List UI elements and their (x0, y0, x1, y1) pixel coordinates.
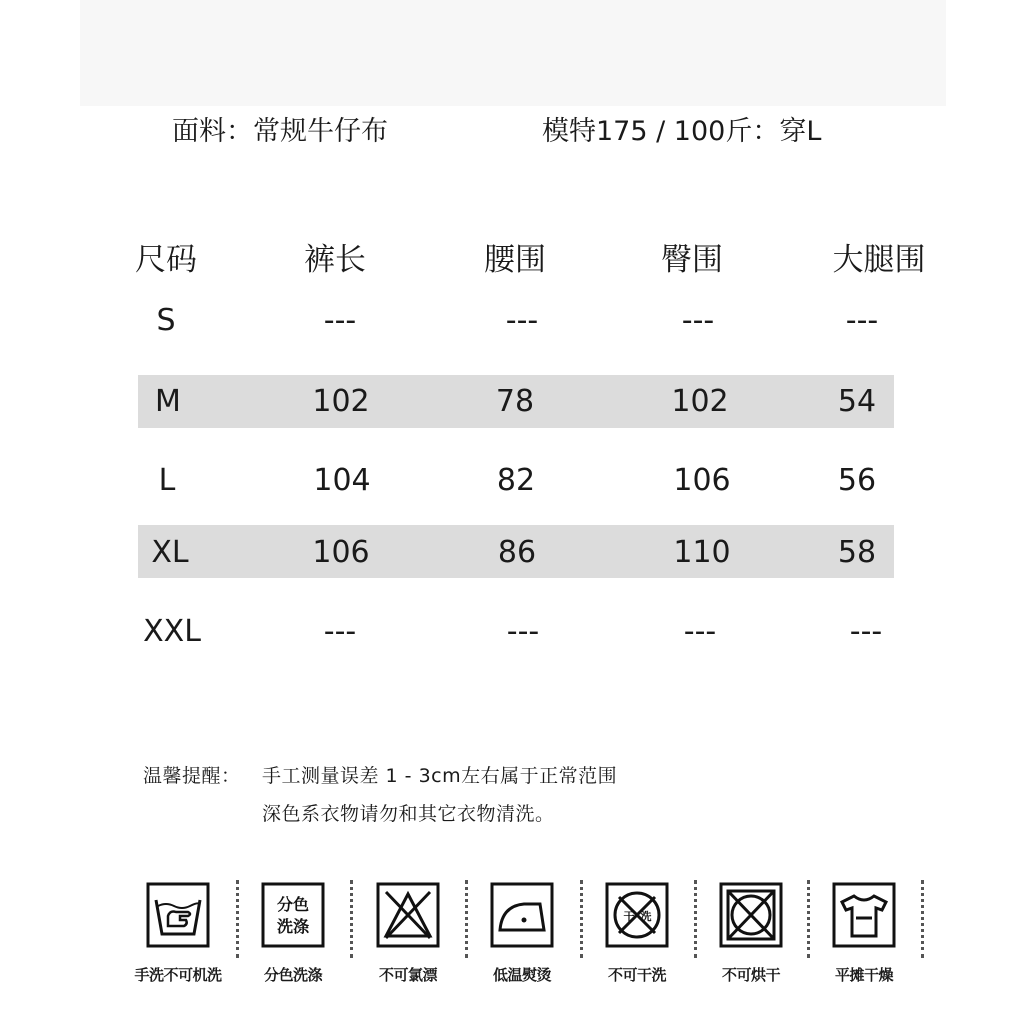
divider (694, 880, 697, 958)
header-hip: 臀围 (661, 242, 723, 278)
care-label: 平摊干燥 (834, 966, 893, 984)
table-cell: 106 (312, 535, 370, 570)
notes-line-2: 深色系衣物请勿和其它衣物清洗。 (262, 803, 555, 825)
hand-wash-icon (146, 882, 210, 948)
divider (236, 880, 239, 958)
table-cell: 86 (497, 535, 537, 570)
care-low-iron (477, 882, 567, 985)
divider (580, 880, 583, 958)
table-cell: --- (683, 614, 717, 649)
low-iron-icon (490, 882, 554, 948)
care-hand-wash (133, 882, 223, 985)
care-label: 低温熨烫 (492, 966, 551, 984)
table-cell: --- (505, 303, 539, 338)
table-cell: --- (849, 614, 883, 649)
top-image-band (80, 0, 946, 106)
care-label: 不可氯漂 (378, 966, 437, 984)
care-label: 不可干洗 (607, 966, 666, 984)
table-cell: --- (323, 614, 357, 649)
table-cell-size: M (155, 384, 181, 419)
care-separate-wash (248, 882, 338, 985)
header-length: 裤长 (304, 242, 366, 278)
icon-text: 洗涤 (276, 917, 310, 936)
table-cell: 104 (313, 463, 371, 498)
table-cell: --- (506, 614, 540, 649)
icon-text: 分色 (276, 895, 310, 914)
header-waist: 腰围 (484, 242, 546, 278)
table-cell: 106 (673, 463, 731, 498)
table-cell: 102 (671, 384, 729, 419)
divider (465, 880, 468, 958)
table-cell-size: XL (151, 535, 189, 570)
divider (921, 880, 924, 958)
header-size: 尺码 (135, 242, 197, 278)
table-cell: 102 (312, 384, 370, 419)
table-cell-size: XXL (143, 614, 201, 649)
care-label: 分色洗涤 (263, 966, 322, 984)
table-cell: --- (323, 303, 357, 338)
table-cell: 82 (496, 463, 536, 498)
separate-wash-icon (261, 882, 325, 948)
icon-text: 干 (623, 910, 635, 923)
no-tumble-dry-icon (719, 882, 783, 948)
table-cell: --- (845, 303, 879, 338)
table-cell: 54 (837, 384, 877, 419)
table-cell: 56 (837, 463, 877, 498)
divider (807, 880, 810, 958)
fabric-info: 面料：常规牛仔布 (172, 116, 388, 147)
no-dry-clean-icon (605, 882, 669, 948)
flat-dry-icon (832, 882, 896, 948)
care-flat-dry (819, 882, 909, 985)
table-cell: --- (681, 303, 715, 338)
table-cell-size: S (156, 303, 176, 338)
table-cell: 78 (495, 384, 535, 419)
care-label: 不可烘干 (721, 966, 780, 984)
table-cell-size: L (158, 463, 176, 498)
care-no-dry-clean (592, 882, 682, 985)
icon-text: 洗 (640, 910, 652, 923)
model-info: 模特175 / 100斤：穿L (542, 116, 822, 147)
header-thigh: 大腿围 (832, 242, 926, 278)
care-no-bleach (363, 882, 453, 985)
notes-label: 温馨提醒： (143, 765, 241, 787)
table-cell: 110 (673, 535, 731, 570)
divider (350, 880, 353, 958)
table-cell: 58 (837, 535, 877, 570)
care-no-tumble-dry (706, 882, 796, 985)
notes-line-1: 手工测量误差 1 - 3cm左右属于正常范围 (262, 765, 618, 787)
care-label: 手洗不可机洗 (134, 966, 222, 984)
no-bleach-icon (376, 882, 440, 948)
